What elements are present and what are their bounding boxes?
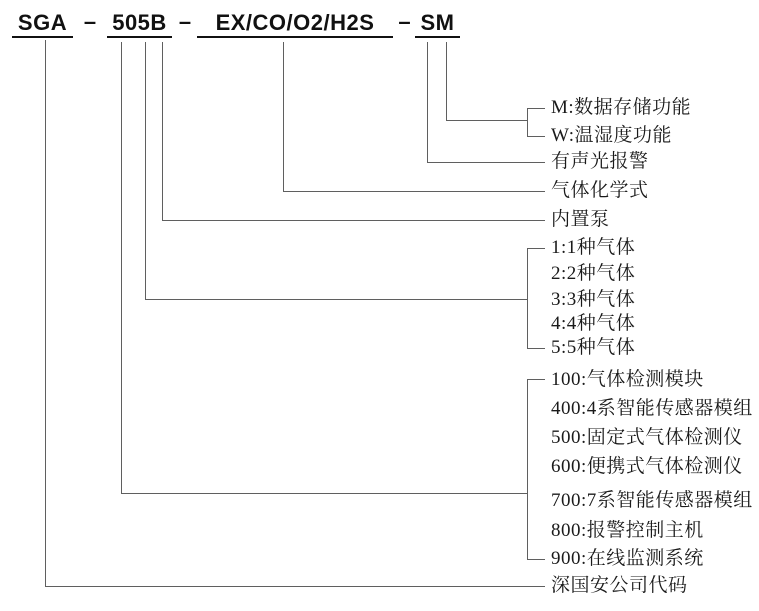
legend-label-series-100: 100:气体检测模块: [551, 369, 704, 390]
stub-m-option: [527, 108, 545, 109]
legend-label-gas-count-3: 3:3种气体: [551, 289, 636, 310]
legend-label-gas-formula: 气体化学式: [551, 180, 649, 201]
model-segment-series: 505B: [107, 8, 172, 38]
connector-m-option-horizontal: [446, 120, 527, 121]
legend-label-series-700: 700:7系智能传感器模组: [551, 490, 753, 511]
stub-gas1: [527, 248, 545, 249]
stub-series900: [527, 559, 545, 560]
legend-label-alarm: 有声光报警: [551, 151, 649, 172]
connector-pump-horizontal: [162, 220, 545, 221]
legend-label-humidity: W:温湿度功能: [551, 125, 673, 146]
connector-s-alarm-vertical: [427, 42, 428, 162]
connector-gascount-vertical: [145, 42, 146, 299]
legend-label-gas-count-1: 1:1种气体: [551, 237, 636, 258]
legend-label-gas-count-2: 2:2种气体: [551, 263, 636, 284]
legend-label-series-400: 400:4系智能传感器模组: [551, 398, 753, 419]
legend-label-storage: M:数据存储功能: [551, 97, 692, 118]
legend-label-series-500: 500:固定式气体检测仪: [551, 427, 743, 448]
legend-label-gas-count-4: 4:4种气体: [551, 313, 636, 334]
model-segment-gases: EX/CO/O2/H2S: [197, 8, 393, 38]
bracket-series: [527, 379, 528, 559]
bracket-sm-options: [527, 108, 528, 136]
connector-pump-vertical: [162, 42, 163, 220]
connector-m-option-vertical: [446, 42, 447, 120]
legend-label-series-800: 800:报警控制主机: [551, 520, 704, 541]
connector-sga-vertical: [45, 40, 46, 586]
legend-label-series-900: 900:在线监测系统: [551, 548, 704, 569]
stub-w-option: [527, 136, 545, 137]
separator-dash: –: [83, 9, 97, 34]
legend-label-company-code: 深国安公司代码: [551, 575, 688, 596]
model-segment-options: SM: [415, 8, 460, 38]
legend-label-gas-count-5: 5:5种气体: [551, 337, 636, 358]
stub-gas5: [527, 348, 545, 349]
connector-formula-horizontal: [283, 191, 545, 192]
connector-alarm-horizontal: [427, 162, 545, 163]
connector-series-horizontal: [121, 493, 527, 494]
model-segment-company-prefix: SGA: [12, 8, 73, 38]
legend-label-builtin-pump: 内置泵: [551, 209, 610, 230]
separator-dash: –: [178, 9, 192, 34]
legend-label-series-600: 600:便携式气体检测仪: [551, 456, 743, 477]
connector-series-vertical: [121, 42, 122, 493]
connector-formula-vertical: [283, 42, 284, 191]
bracket-gas-counts: [527, 248, 528, 348]
stub-series100: [527, 379, 545, 380]
separator-dash: –: [398, 9, 411, 34]
connector-gascount-horizontal: [145, 299, 527, 300]
connector-company-horizontal: [45, 586, 545, 587]
